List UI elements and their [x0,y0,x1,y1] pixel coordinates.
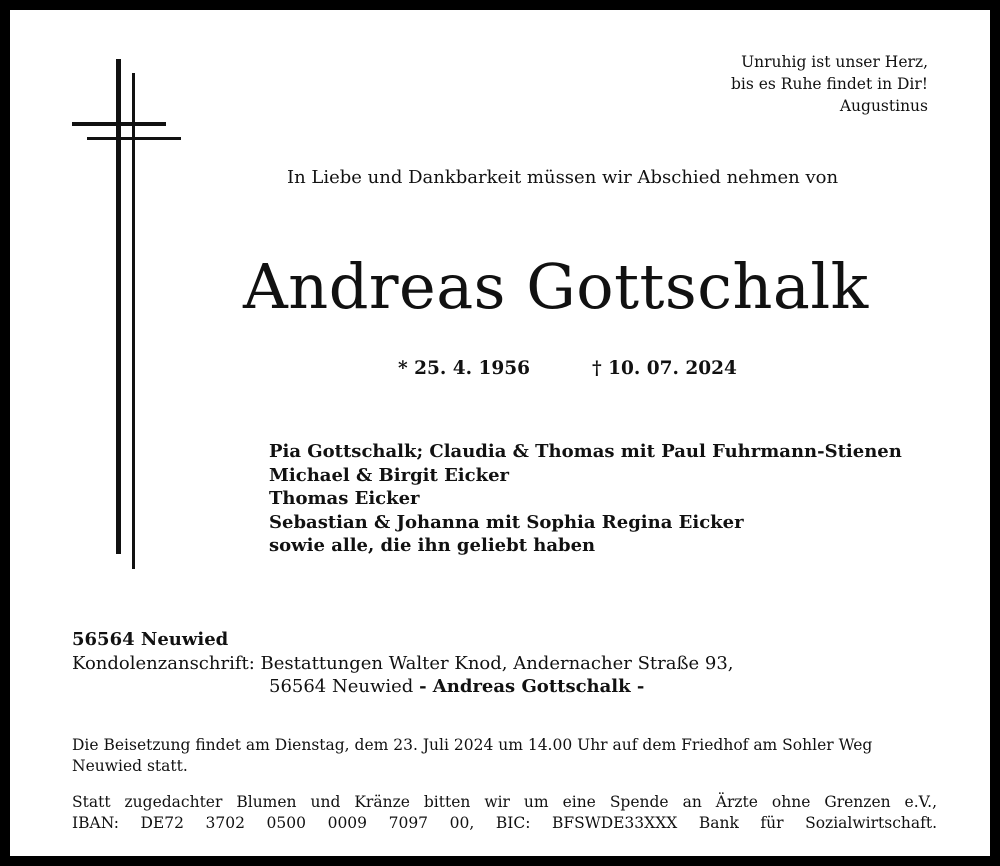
mourners-list [269,440,902,558]
bible-quote [731,51,928,117]
life-dates [398,358,737,379]
mourner-line: sowie alle, die ihn geliebt haben [269,535,596,556]
city: 56564 Neuwied [72,629,229,650]
quote-line-1: Unruhig ist unser Herz, [741,53,928,71]
quote-line-2: bis es Ruhe findet in Dir! [730,75,928,93]
condolence-address: Kondolenzanschrift: Bestattungen Walter Knod, Andernacher Straße 93, [72,652,734,674]
donation-line-1: Statt zugedachter Blumen und Kränze bitten wir um eine Spende an Ärzte ohne Grenzen e.V., [72,793,937,811]
mourner-line: Sebastian & Johanna mit Sophia Regina Eicker [269,511,744,533]
address-block [72,628,734,699]
death-date: † 10. 07. 2024 [591,358,737,379]
donation-line-2: IBAN: DE72 3702 0500 0009 7097 00, BIC: BFSWDE33XXX Bank für Sozialwirtschaft. [72,814,937,832]
mourner-line: Pia Gottschalk; Claudia & Thomas mit Paul Fuhrmann-Stienen [269,441,902,462]
condolence-city: 56564 Neuwied [269,676,414,697]
mourner-line: Michael & Birgit Eicker [269,464,510,486]
quote-author: Augustinus [839,97,928,115]
condolence-city-line [72,675,734,699]
donation-info [72,792,937,834]
intro-text: In Liebe und Dankbarkeit müssen wir Abschied nehmen von [287,167,839,188]
funeral-info: Die Beisetzung findet am Dienstag, dem 23. Juli 2024 um 14.00 Uhr auf dem Friedhof am Sohler Weg Neuwied statt. [72,736,873,775]
deceased-name: Andreas Gottschalk [243,250,869,323]
condolence-reference: - Andreas Gottschalk - [419,676,645,697]
birth-date: * 25. 4. 1956 [398,358,530,379]
mourner-line: Thomas Eicker [269,488,420,509]
